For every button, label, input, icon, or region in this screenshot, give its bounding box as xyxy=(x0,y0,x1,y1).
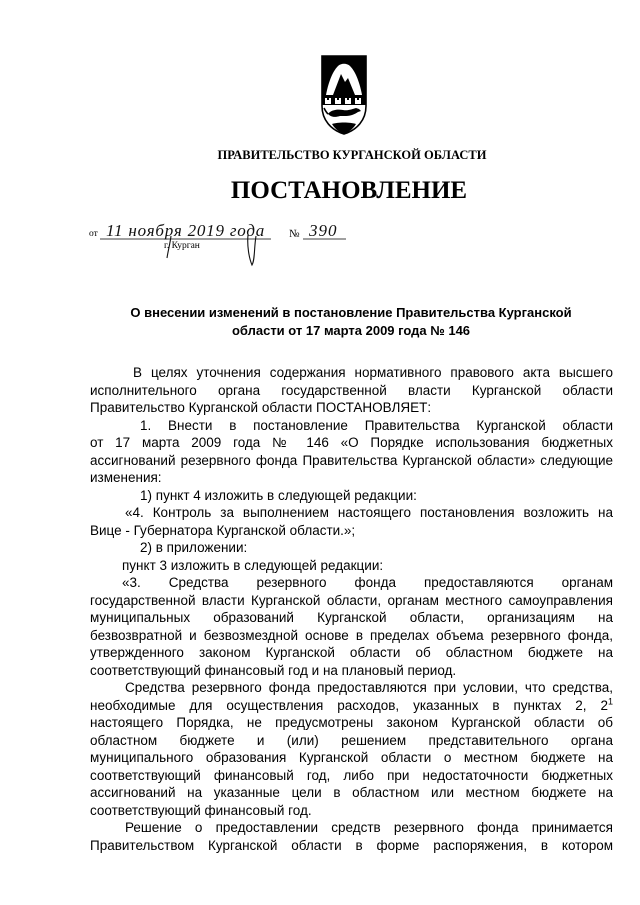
body-line: соответствующий финансовый год. xyxy=(90,802,312,818)
body-line: государственной власти Курганской области, органам местного самоуправления xyxy=(90,592,613,608)
shield-base xyxy=(332,123,356,135)
body-line: настоящего Порядка, не предусмотрены законом Курганской области об xyxy=(90,715,613,730)
title-line: области от 17 марта 2009 года № 146 xyxy=(231,322,471,338)
body-line: соответствующий финансовый год, либо при недостаточности бюджетных xyxy=(90,767,613,783)
handwritten-date: 11 ноября 2019 года xyxy=(106,221,266,240)
document-body xyxy=(90,364,613,854)
issuing-authority: ПРАВИТЕЛЬСТВО КУРГАНСКОЙ ОБЛАСТИ xyxy=(217,148,487,162)
body-line: соответствующий финансовый год и на плановый период. xyxy=(90,662,457,678)
body-line: областном бюджете и (или) решением представительного органа xyxy=(90,732,613,748)
coat-of-arms-icon xyxy=(320,54,368,136)
body-line: от 17 марта 2009 года № 146 «О Порядке использования бюджетных xyxy=(90,435,613,450)
body-line: муниципального образования Курганской области о местном бюджете на xyxy=(90,750,613,765)
title-line: О внесении изменений в постановление Правительства Курганской xyxy=(130,305,572,320)
body-line-text: необходимые для осуществления расходов, указанных в пунктах 2, 2 xyxy=(90,697,608,713)
body-line: «4. Контроль за выполнением настоящего постановления возложить на xyxy=(125,505,613,520)
body-line: изменения: xyxy=(90,470,162,485)
body-line: Средства резервного фонда предоставляются при условии, что средства, xyxy=(125,680,613,695)
body-line: муниципальных образований Курганской области, организациям на xyxy=(90,610,613,625)
body-line xyxy=(90,697,613,715)
body-line: Правительством Курганской области в форме распоряжения, в котором xyxy=(90,837,613,853)
body-line: 1. Внести в постановление Правительства Курганской области xyxy=(140,417,613,433)
body-line: ассигнований резервного фонда Правительства Курганской области» следующие xyxy=(90,452,613,468)
body-line: Правительство Курганской области ПОСТАНОВЛЯЕТ: xyxy=(90,400,432,415)
body-line: пункт 3 изложить в следующей редакции: xyxy=(122,557,384,573)
date-prefix: от xyxy=(89,229,98,239)
body-line: утвержденного законом Курганской области об областном бюджете на xyxy=(90,645,613,660)
handwritten-number: 390 xyxy=(309,221,338,240)
body-line: 2) в приложении: xyxy=(140,540,248,555)
document-title xyxy=(101,304,601,339)
body-line: безвозвратной и безвозмездной основе в пределах объема резервного фонда, xyxy=(90,627,613,643)
body-line: «3. Средства резервного фонда предоставляются органам xyxy=(122,575,613,590)
body-line: исполнительного органа государственной власти Курганской области xyxy=(90,382,613,398)
body-line: Решение о предоставлении средств резервного фонда принимается xyxy=(125,820,613,835)
document-type: ПОСТАНОВЛЕНИЕ xyxy=(230,177,468,204)
body-line: 1) пункт 4 изложить в следующей редакции: xyxy=(140,487,417,503)
body-line: В целях уточнения содержания нормативного правового акта высшего xyxy=(133,365,613,380)
body-line: ассигнований на указанные цели в областном или местном бюджете на xyxy=(90,785,613,800)
place-of-issue: г. Курган xyxy=(164,241,200,251)
body-line: Вице - Губернатора Курганской области.»; xyxy=(90,522,356,538)
number-prefix: № xyxy=(289,228,300,240)
footnote-superscript: 1 xyxy=(607,696,613,706)
